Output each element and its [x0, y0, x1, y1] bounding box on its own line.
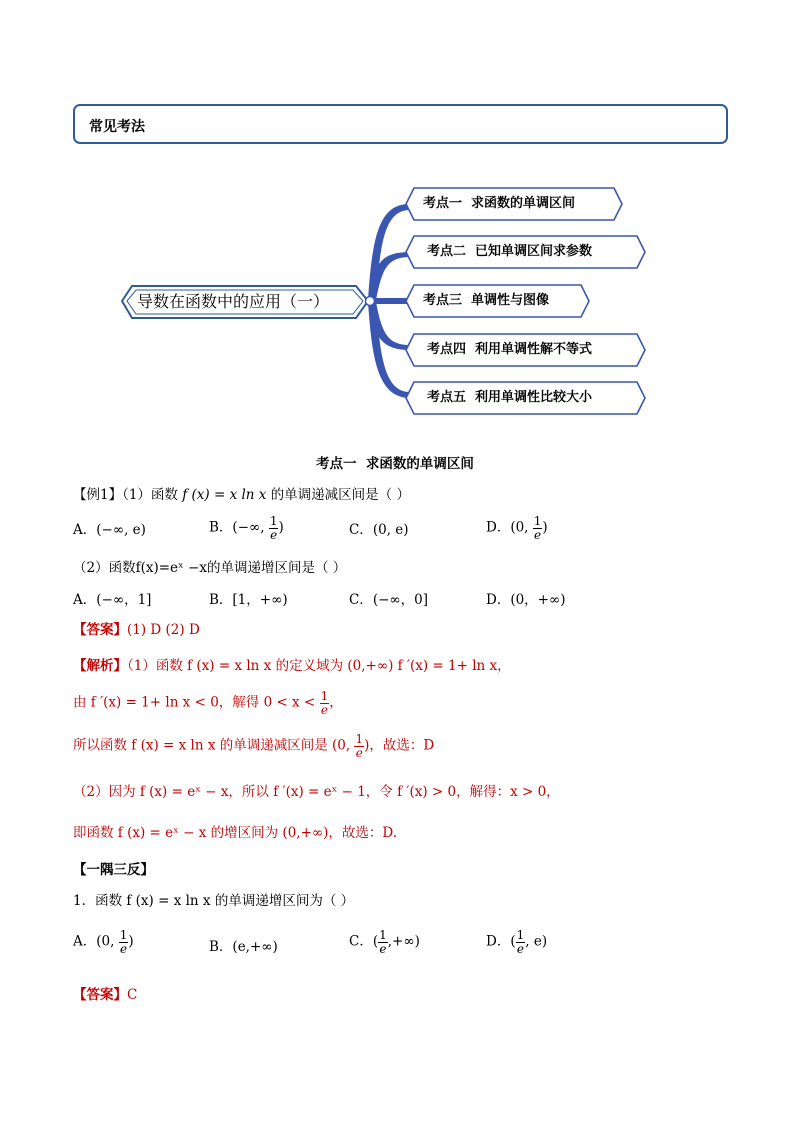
option-c: C．(0, e) — [349, 522, 409, 538]
option-a: A．(−∞, e) — [73, 522, 146, 538]
mindmap — [0, 0, 794, 430]
practice-option-b: B．(e,+∞) — [209, 939, 278, 955]
practice-answer: 【答案】C — [73, 987, 138, 1003]
mindmap-node-2: 考点二 已知单调区间求参数 — [427, 244, 593, 259]
practice-q1: 1．函数 f (x) = x ln x 的单调递增区间为（ ） — [73, 893, 355, 909]
option-d: D．(0, $\frac{1}{e}$ ) — [486, 514, 548, 542]
example1-q2: （2）函数f(x)=eˣ −x的单调递增区间是（ ） — [73, 560, 347, 576]
practice-option-a: A．(0, $\frac{1}{e}$ ) — [73, 928, 134, 956]
example1-q1: 【例1】（1）函数 f (x) = x ln x 的单调递减区间是（ ） — [73, 487, 410, 503]
mindmap-node-3: 考点三 单调性与图像 — [423, 293, 550, 308]
q2-option-b: B．[1，+∞) — [209, 592, 288, 608]
q2-option-d: D．(0，+∞) — [486, 592, 566, 608]
analysis-line-1: 【解析】（1）函数 f (x) = x ln x 的定义域为 (0,+∞) f ′(x) = 1+ ln x， — [73, 658, 511, 674]
mindmap-node-4: 考点四 利用单调性解不等式 — [427, 342, 593, 357]
mindmap-node-1: 考点一 求函数的单调区间 — [423, 196, 576, 211]
analysis-line-5: 即函数 f (x) = eˣ − x 的增区间为 (0,+∞)，故选：D. — [73, 825, 398, 841]
practice-option-d: D．( $\frac{1}{e}$ , e) — [486, 928, 548, 956]
mindmap-node-5: 考点五 利用单调性比较大小 — [427, 390, 593, 405]
example1-head: 【例1】 — [73, 487, 123, 503]
analysis-line-2: 由 f ′(x) = 1+ ln x < 0，解得 0 < x < $\frac{1}{e}$ ， — [73, 689, 343, 717]
practice-label: 【一隅三反】 — [73, 862, 154, 878]
section-label: 常见考法 — [89, 119, 145, 135]
practice-option-c: C．( $\frac{1}{e}$ ,+∞) — [349, 928, 420, 956]
q2-option-a: A．(−∞，1] — [73, 592, 152, 608]
example1-func: f (x) = x ln x — [182, 487, 267, 503]
option-b: B．(−∞, $\frac{1}{e}$ ) — [209, 514, 284, 542]
analysis-line-4: （2）因为 f (x) = eˣ − x，所以 f ′(x) = eˣ − 1，令 f ′(x) > 0，解得：x > 0， — [73, 784, 560, 800]
example1-answer: 【答案】(1) D (2) D — [73, 622, 200, 638]
q2-option-c: C．(−∞，0] — [349, 592, 429, 608]
mindmap-root-label: 导数在函数中的应用（一） — [137, 292, 330, 311]
analysis-line-3: 所以函数 f (x) = x ln x 的单调递减区间是 (0, $\frac{1}{e}$ )，故选：D — [73, 732, 435, 760]
section-title: 考点一 求函数的单调区间 — [316, 456, 474, 472]
